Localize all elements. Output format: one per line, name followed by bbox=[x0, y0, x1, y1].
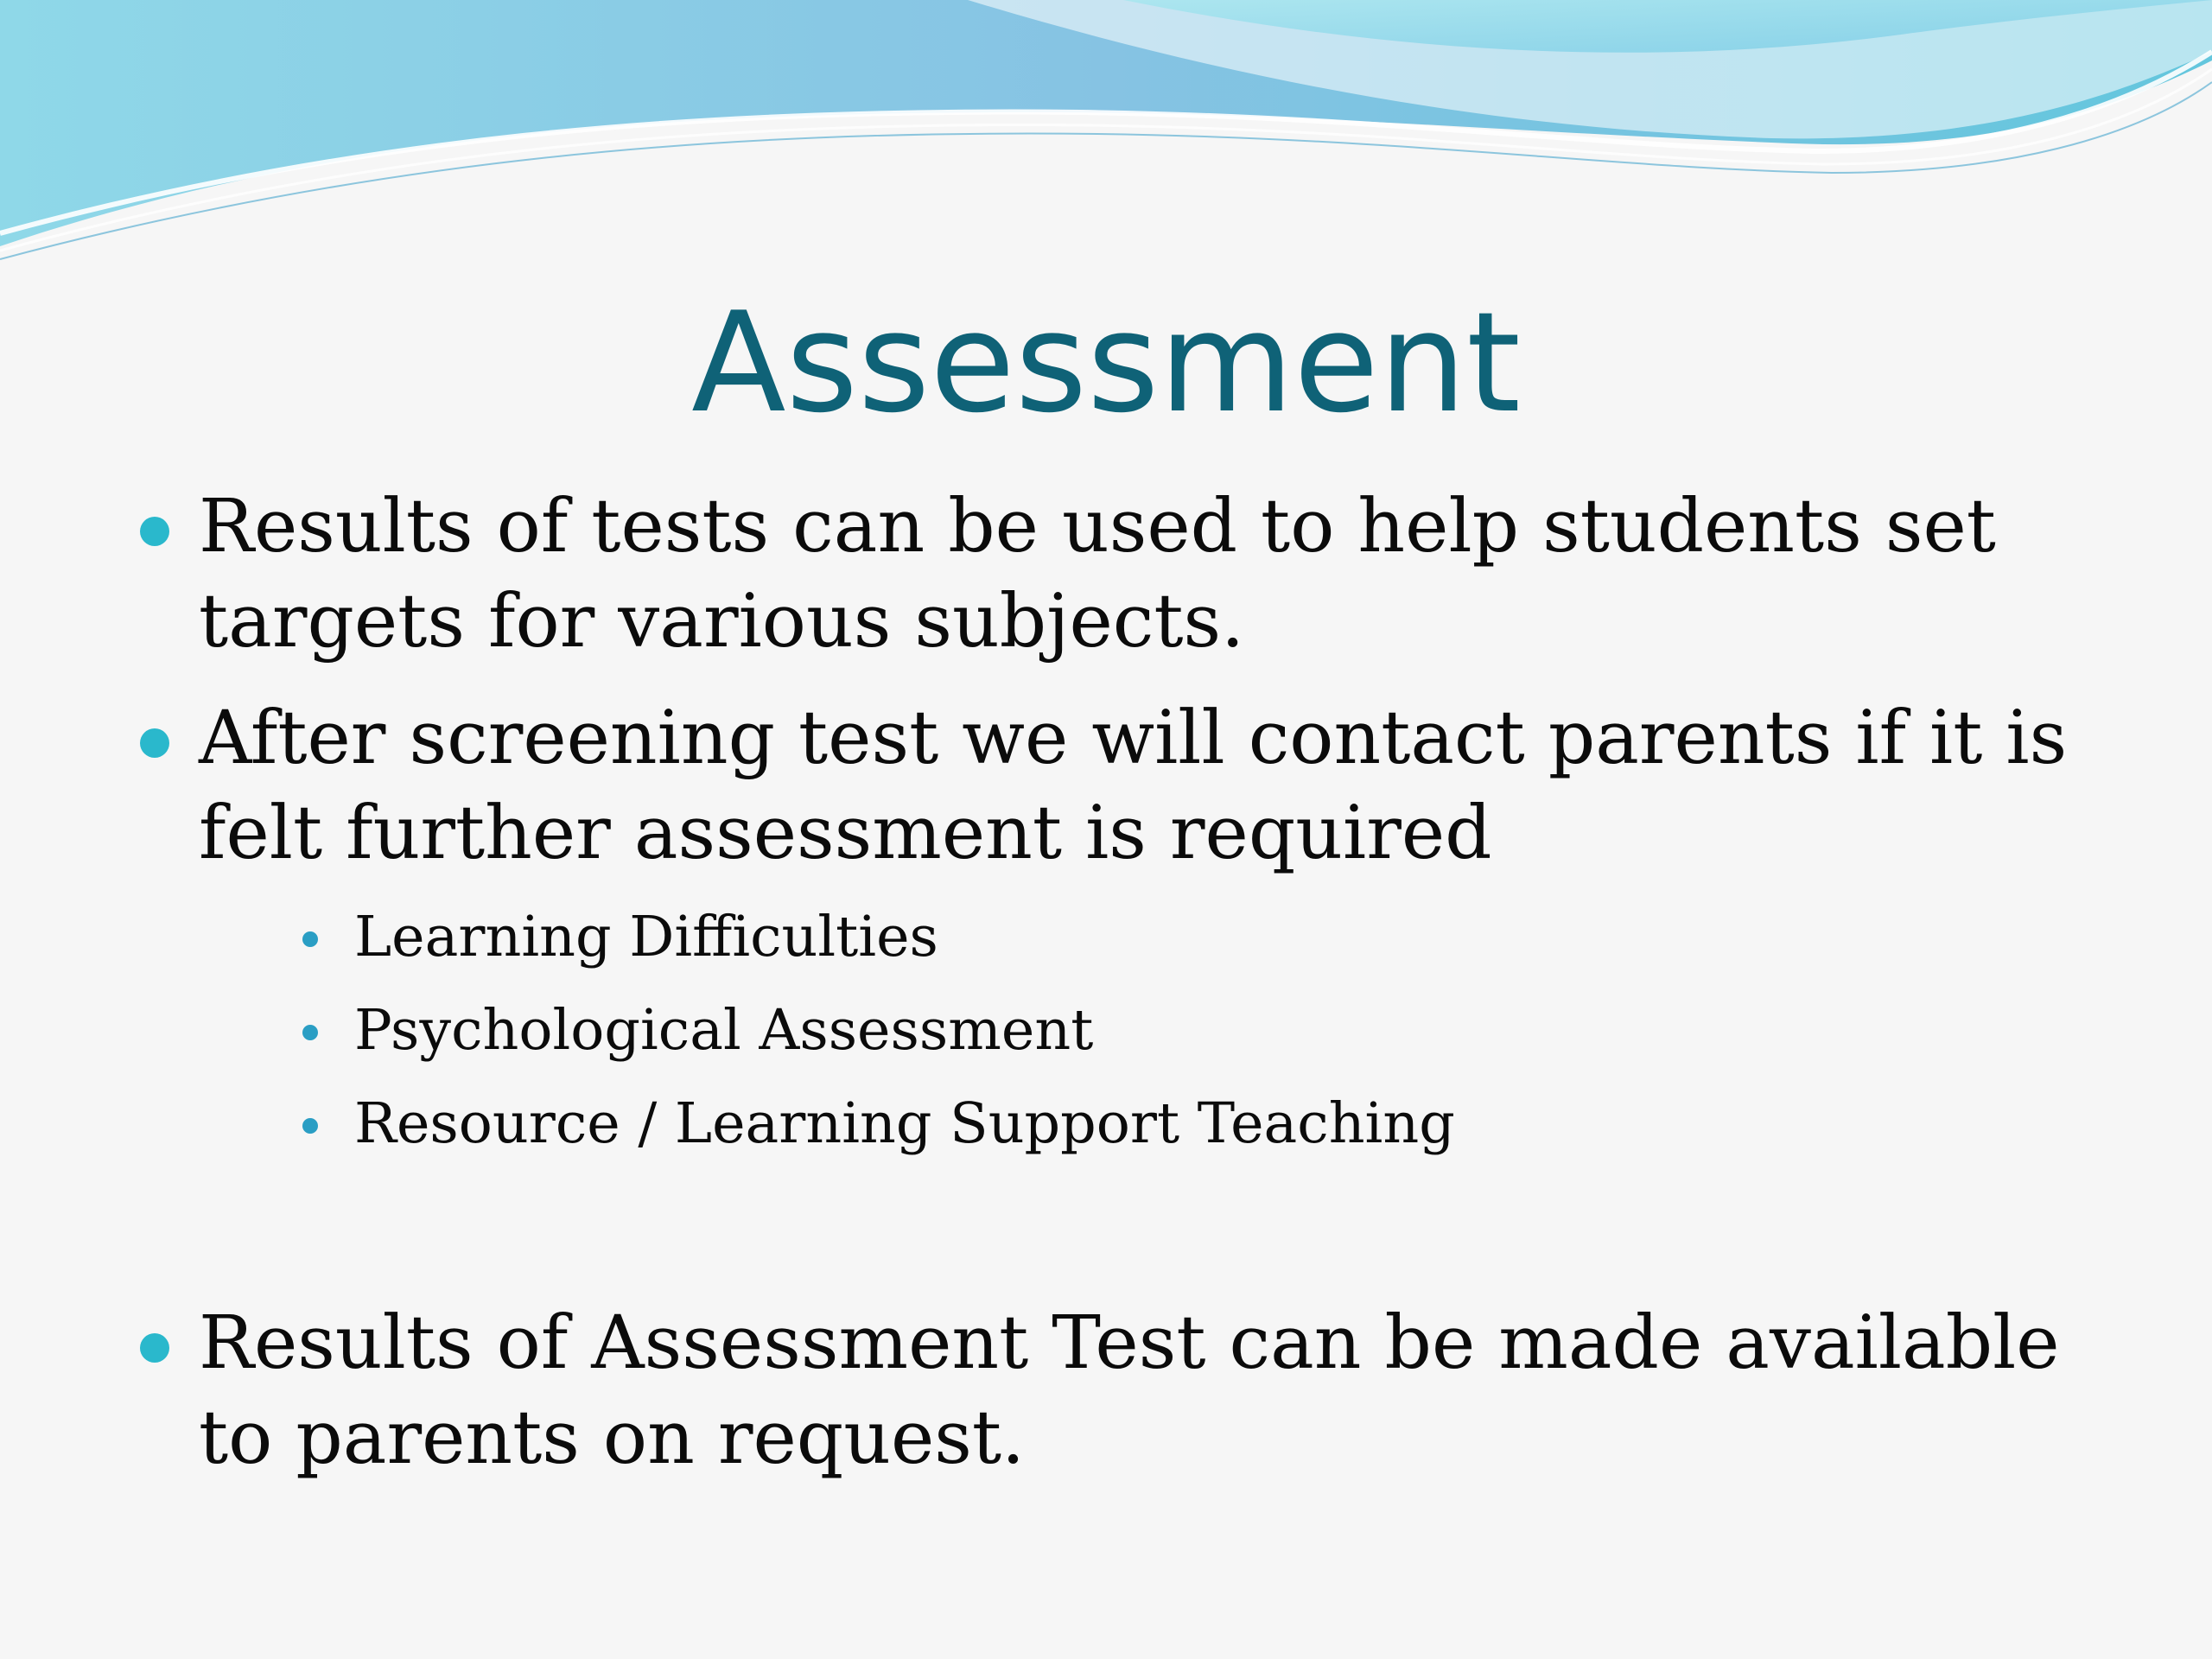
sub-bullet-item bbox=[354, 992, 2082, 1070]
bullet-item bbox=[199, 1296, 2108, 1486]
sub-bullet-text: Psychological Assessment bbox=[354, 998, 1094, 1063]
sub-bullet-dot-icon bbox=[302, 1025, 318, 1040]
sub-bullet-text: Resource / Learning Support Teaching bbox=[354, 1091, 1455, 1156]
bullet-text: Results of Assessment Test can be made available to parents on request. bbox=[199, 1300, 2060, 1481]
sub-bullet-text: Learning Difficulties bbox=[354, 905, 938, 969]
bullet-text: Results of tests can be used to help students set targets for various subjects. bbox=[199, 484, 1996, 664]
bullet-text: After screening test we will contact parents if it is felt further assessment is required bbox=[199, 696, 2068, 876]
bullet-dot-icon bbox=[140, 517, 169, 546]
bullet-dot-icon bbox=[140, 1333, 169, 1363]
slide-title: Assessment bbox=[691, 282, 1521, 443]
sub-bullet-item bbox=[354, 899, 2082, 976]
sub-bullet-item bbox=[354, 1085, 2082, 1163]
sub-bullet-dot-icon bbox=[302, 931, 318, 947]
sub-bullet-dot-icon bbox=[302, 1118, 318, 1134]
bullet-item bbox=[199, 691, 2108, 881]
header-wave-decoration bbox=[0, 0, 2212, 276]
bullet-item bbox=[199, 480, 2108, 670]
bullet-dot-icon bbox=[140, 728, 169, 758]
